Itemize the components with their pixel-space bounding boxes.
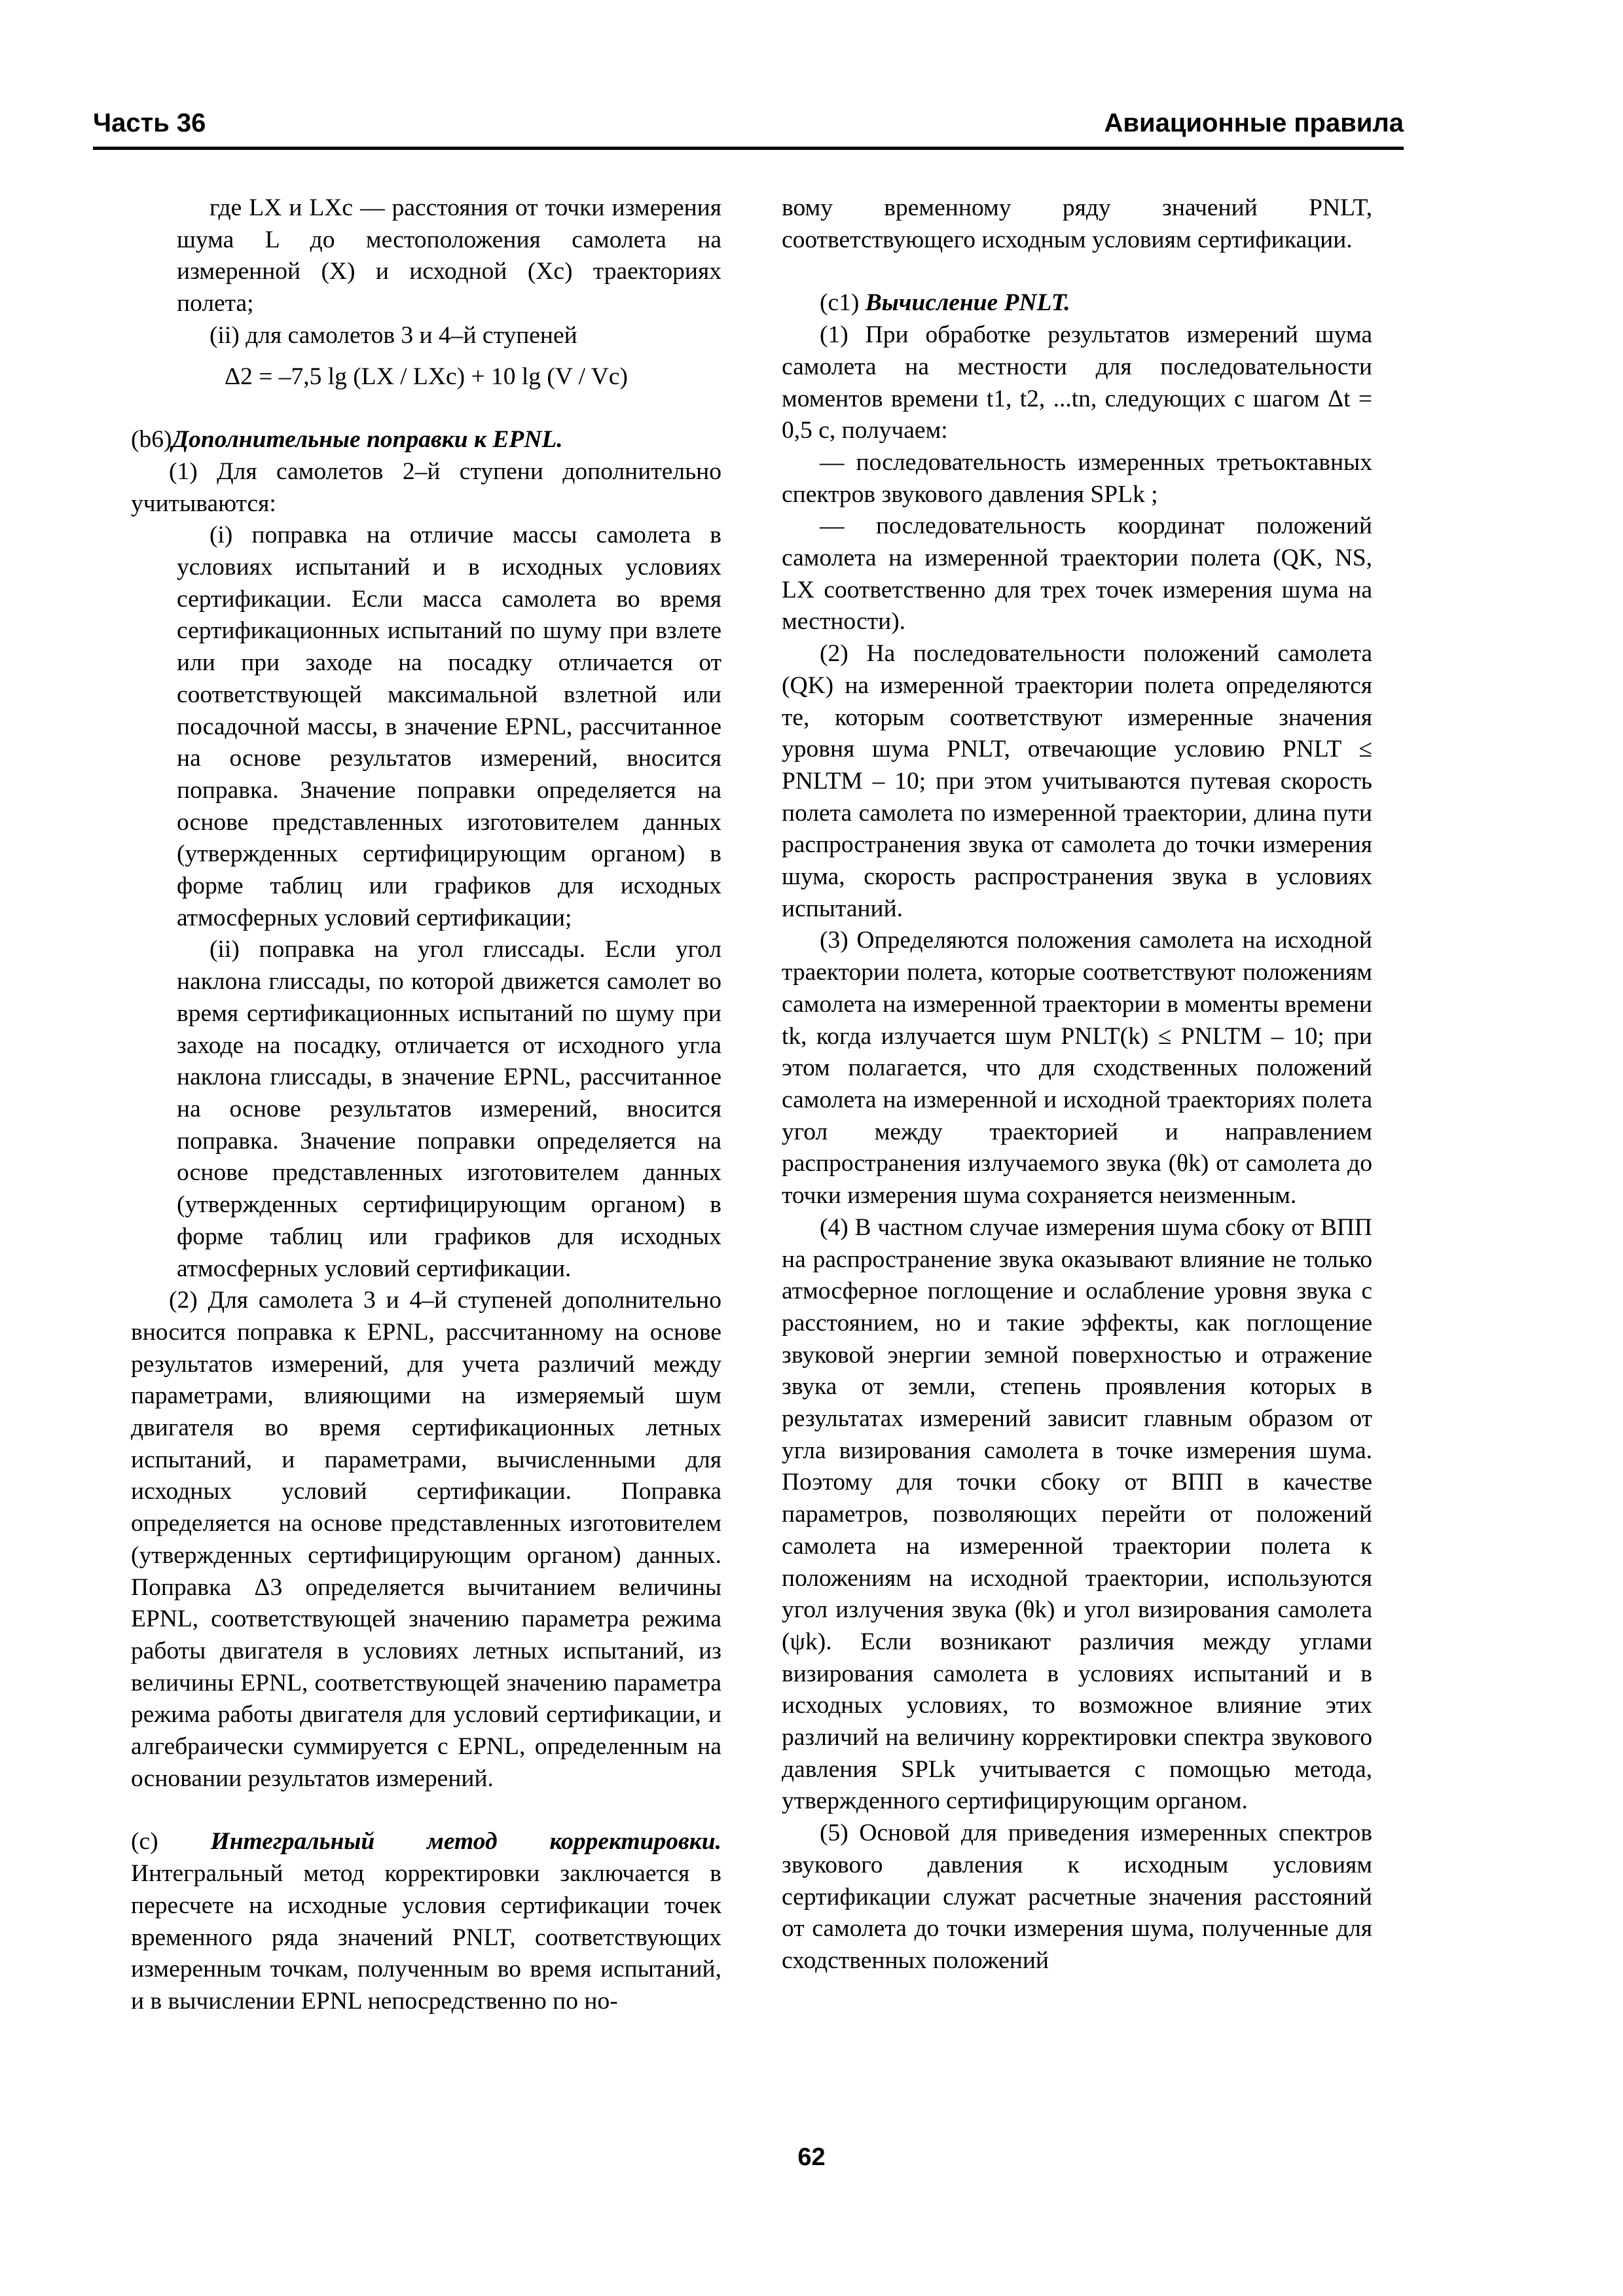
header-title: Авиационные правила [1104, 109, 1404, 137]
header-part: Часть 36 [93, 109, 206, 137]
paragraph: — последовательность измеренных третьоктавных спектров звукового давления SPLk ; [782, 448, 1372, 508]
section-text: Интегральный метод корректировки заключается в пересчете на исходные условия сертификации точек временного ряда значений PNLT, соответствующих измеренным точкам, полученным во время испытаний, и в вычислении EPNL непосредственно по но- [131, 1860, 721, 2015]
section-title: Вычисление PNLT. [865, 289, 1070, 317]
left-column [131, 192, 721, 2018]
section-c [131, 1826, 721, 2017]
section-label: (b6) [131, 426, 172, 454]
formula: Δ2 = –7,5 lg (LX / LXc) + 10 lg (V / Vc) [225, 363, 628, 390]
section-label: (c) [131, 1828, 158, 1856]
paragraph: (1) Для самолетов 2–й ступени дополнительно учитываются: [131, 457, 721, 517]
paragraph: (3) Определяются положения самолета на исходной траектории полета, которые соответствуют положениям самолета на измеренной траектории в моменты времени tk, когда излучается шум PNLT(k) ≤ PNLTM – 10; при этом полагается, что для сходственных положений самолета на измеренной и исходной траекториях полета угол между траекторией и направлением распространения излучаемого звука (θk) от самолета до точки измерения шума сохраняется неизменным. [782, 927, 1372, 1210]
section-heading-c1 [782, 287, 1372, 319]
paragraph: — последовательность координат положений самолета на измеренной траектории полета (QK, NS, LX соответственно для трех точек измерения шума на местности). [782, 512, 1372, 636]
section-title: Дополнительные поправки к EPNL. [172, 426, 563, 454]
paragraph: (i) поправка на отличие массы самолета в условиях испытаний и в исходных условиях сертификации. Если масса самолета во время сертификационных испытаний по шуму при взлете или при заходе на посадку отличается от соответствующей максимальной взлетной или посадочной массы, в значение EPNL, рассчитанное на основе результатов измерений, вносится поправка. Значение поправки определяется на основе представленных изготовителем данных (утвержденных сертифицирующим органом) в форме таблиц или графиков для исходных атмосферных условий сертификации; [177, 522, 721, 931]
paragraph: (ii) для самолетов 3 и 4–й ступеней [210, 321, 577, 349]
section-label: (c1) [820, 289, 860, 317]
right-column [782, 192, 1372, 1977]
paragraph: (2) На последовательности положений самолета (QK) на измеренной траектории полета определяются те, которым соответствуют измеренные значения уровня шума PNLT, отвечающие условию PNLT ≤ PNLTM – 10; при этом учитываются путевая скорость полета самолета по измеренной траектории, длина пути распространения звука от самолета до точки измерения шума, скорость распространения звука в условиях испытаний. [782, 640, 1372, 922]
page-number: 62 [797, 2144, 826, 2171]
paragraph: (ii) поправка на угол глиссады. Если угол наклона глиссады, по которой движется самолет во время сертификационных испытаний по шуму при заходе на посадку, отличается от исходного угла наклона глиссады, в значение EPNL, рассчитанное на основе результатов измерений, вносится поправка. Значение поправки определяется на основе представленных изготовителем данных (утвержденных сертифицирующим органом) в форме таблиц или графиков для исходных атмосферных условий сертификации. [177, 936, 721, 1282]
paragraph: (1) При обработке результатов измерений шума самолета на местности для последовательности моментов времени t1, t2, ...tn, следующих с шагом Δt = 0,5 с, получаем: [782, 321, 1372, 444]
paragraph: (5) Основой для приведения измеренных спектров звукового давления к исходным условиям сертификации служат расчетные значения расстояний от самолета до точки измерения шума, полученные для сходственных положений [782, 1820, 1372, 1974]
section-heading-b6 [131, 424, 721, 456]
page-header [93, 105, 1404, 150]
paragraph: (4) В частном случае измерения шума сбоку от ВПП на распространение звука оказывают влияние не только атмосферное поглощение и ослабление уровня звука с расстоянием, но и такие эффекты, как поглощение звуковой энергии земной поверхностью и отражение звука от земли, степень проявления которых в результатах измерений зависит главным образом от угла визирования самолета в точке измерения шума. Поэтому для точки сбоку от ВПП в качестве параметров, позволяющих перейти от положений самолета на измеренной траектории полета к положениям на исходной траектории, используются угол излучения звука (θk) и угол визирования самолета (ψk). Если возникают различия между углами визирования самолета в условиях испытаний и в исходных условиях, то возможное влияние этих различий на величину корректировки спектра звукового давления SPLk учитывается с помощью метода, утвержденного сертифицирующим органом. [782, 1213, 1372, 1815]
section-title: Интегральный метод корректировки. [210, 1828, 721, 1856]
paragraph: вому временному ряду значений PNLT, соответствующего исходным условиям сертификации. [782, 194, 1372, 253]
paragraph: (2) Для самолета 3 и 4–й ступеней дополнительно вносится поправка к EPNL, рассчитанному на основе результатов измерений, для учета различий между параметрами, влияющими на измеряемый шум двигателя во время сертификационных летных испытаний, и параметрами, вычисленными для исходных условий сертификации. Поправка определяется на основе представленных изготовителем (утвержденных сертифицирующим органом) данных. Поправка Δ3 определяется вычитанием величины EPNL, соответствующей значению параметра режима работы двигателя в условиях летных испытаний, из величины EPNL, соответствующей значению параметра режима работы двигателя для условий сертификации, и алгебраически суммируется с EPNL, определенным на основании результатов измерений. [131, 1287, 721, 1792]
paragraph: где LX и LXc — расстояния от точки измерения шума L до местоположения самолета на измеренной (X) и исходной (Xc) траекториях полета; [177, 194, 721, 317]
